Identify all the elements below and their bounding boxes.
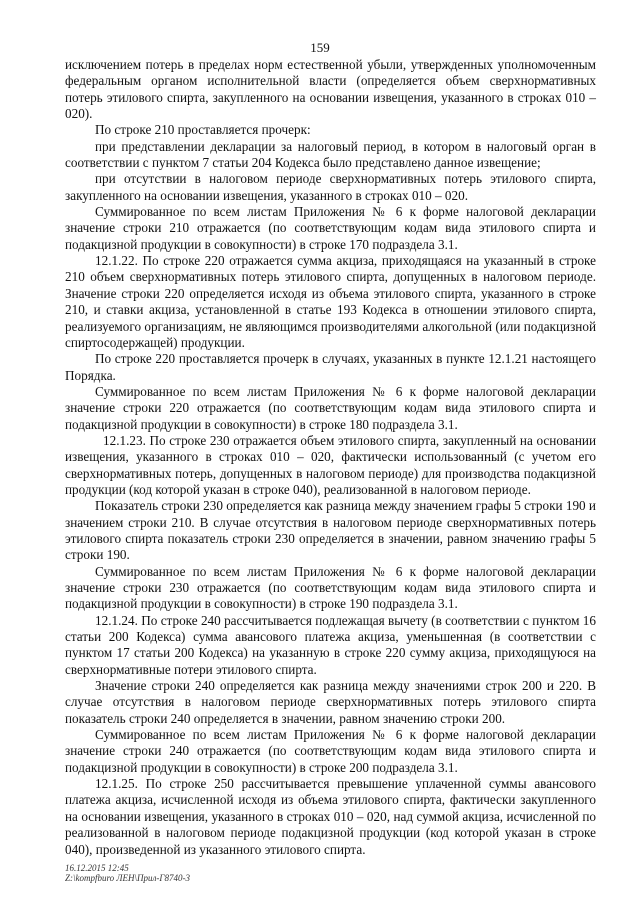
- footer-file-path: Z:\kompfburo ЛЕН\Прил-Г8740-3: [65, 873, 191, 883]
- paragraph-12-1-24: 12.1.24. По строке 240 рассчитывается подлежащая вычету (в соответствии с пунктом 16 статьи 200 Кодекса) сумма авансового платежа акциза, уменьшенная (в соответствии с пунктом 17 статьи 200 Кодекса) на указанную в строке 220 сумму акциза, приходящуюся на сверхнормативные потери этилового спирта.: [65, 612, 596, 677]
- paragraph: Суммированное по всем листам Приложения № 6 к форме налоговой декларации значение строки 230 отражается (по соответствующим кодам вида этилового спирта и подакцизной продукции в совокупности) в строке 190 подраздела 3.1.: [65, 563, 596, 612]
- paragraph: Показатель строки 230 определяется как разница между значением графы 5 строки 190 и значением строки 210. В случае отсутствия в налоговом периоде сверхнормативных потерь этилового спирта показатель строки 230 определяется в значении, равном значению графы 5 строки 190.: [65, 498, 596, 563]
- paragraph: Суммированное по всем листам Приложения № 6 к форме налоговой декларации значение строки 210 отражается (по соответствующим кодам вида этилового спирта и подакцизной продукции в совокупности) в строке 170 подраздела 3.1.: [65, 204, 596, 252]
- paragraph: Значение строки 240 определяется как разница между значениями строк 200 и 220. В случае отсутствия в налоговом периоде сверхнормативных потерь этилового спирта показатель строки 240 определяется в значении, равном значению строки 200.: [65, 678, 596, 726]
- document-body: [65, 57, 596, 858]
- footer-timestamp: 16.12.2015 12:45: [65, 863, 129, 873]
- paragraph: По строке 220 проставляется прочерк в случаях, указанных в пункте 12.1.21 настоящего Порядка.: [65, 351, 596, 383]
- paragraph-continuation: исключением потерь в пределах норм естественной убыли, утвержденных уполномоченным федеральным органом исполнительной власти (определяется объем сверхнормативных потерь этилового спирта, закупленного на основании извещения, указанного в строках 010 – 020).: [65, 57, 596, 122]
- paragraph: при представлении декларации за налоговый период, в котором в налоговый орган в соответствии с пунктом 7 статьи 204 Кодекса было представлено данное извещение;: [65, 138, 596, 171]
- paragraph-12-1-25: 12.1.25. По строке 250 рассчитывается превышение уплаченной суммы авансового платежа акциза, исчисленной исходя из объема этилового спирта, фактически закупленного на основании извещения, указанного в строках 010 – 020, над суммой акциза, исчисленной по реализованной в налоговом периоде подакцизной продукции (код которой указан в строке 040), произведенной из указанного этилового спирта.: [65, 776, 596, 857]
- paragraph-12-1-22: 12.1.22. По строке 220 отражается сумма акциза, приходящаяся на указанный в строке 210 объем сверхнормативных потерь этилового спирта, допущенных в налоговом периоде. Значение строки 220 определяется исходя из объема этилового спирта, указанного в строке 210, и ставки акциза, установленной в статье 193 Кодекса в отношении этилового спирта, реализуемого организациям, не являющимся производителями алкогольной (или подакцизной спиртосодержащей) продукции.: [65, 253, 596, 350]
- footer-stamp: [65, 863, 190, 883]
- paragraph-12-1-23: 12.1.23. По строке 230 отражается объем этилового спирта, закупленный на основании извещения, указанного в строках 010 – 020, фактически использованный (с учетом его сверхнормативных потерь, допущенных в налоговом периоде) для производства подакцизной продукции (код которой указан в строке 040), реализованной в налоговом периоде.: [65, 432, 596, 497]
- paragraph: при отсутствии в налоговом периоде сверхнормативных потерь этилового спирта, закупленного на основании извещения, указанного в строках 010 – 020.: [65, 171, 596, 203]
- paragraph: Суммированное по всем листам Приложения № 6 к форме налоговой декларации значение строки 220 отражается (по соответствующим кодам вида этилового спирта и подакцизной продукции в совокупности) в строке 180 подраздела 3.1.: [65, 383, 596, 432]
- page-number: 159: [310, 40, 330, 55]
- paragraph: По строке 210 проставляется прочерк:: [95, 122, 311, 138]
- paragraph: Суммированное по всем листам Приложения № 6 к форме налоговой декларации значение строки 240 отражается (по соответствующим кодам вида этилового спирта и подакцизной продукции в совокупности) в строке 200 подраздела 3.1.: [65, 727, 596, 775]
